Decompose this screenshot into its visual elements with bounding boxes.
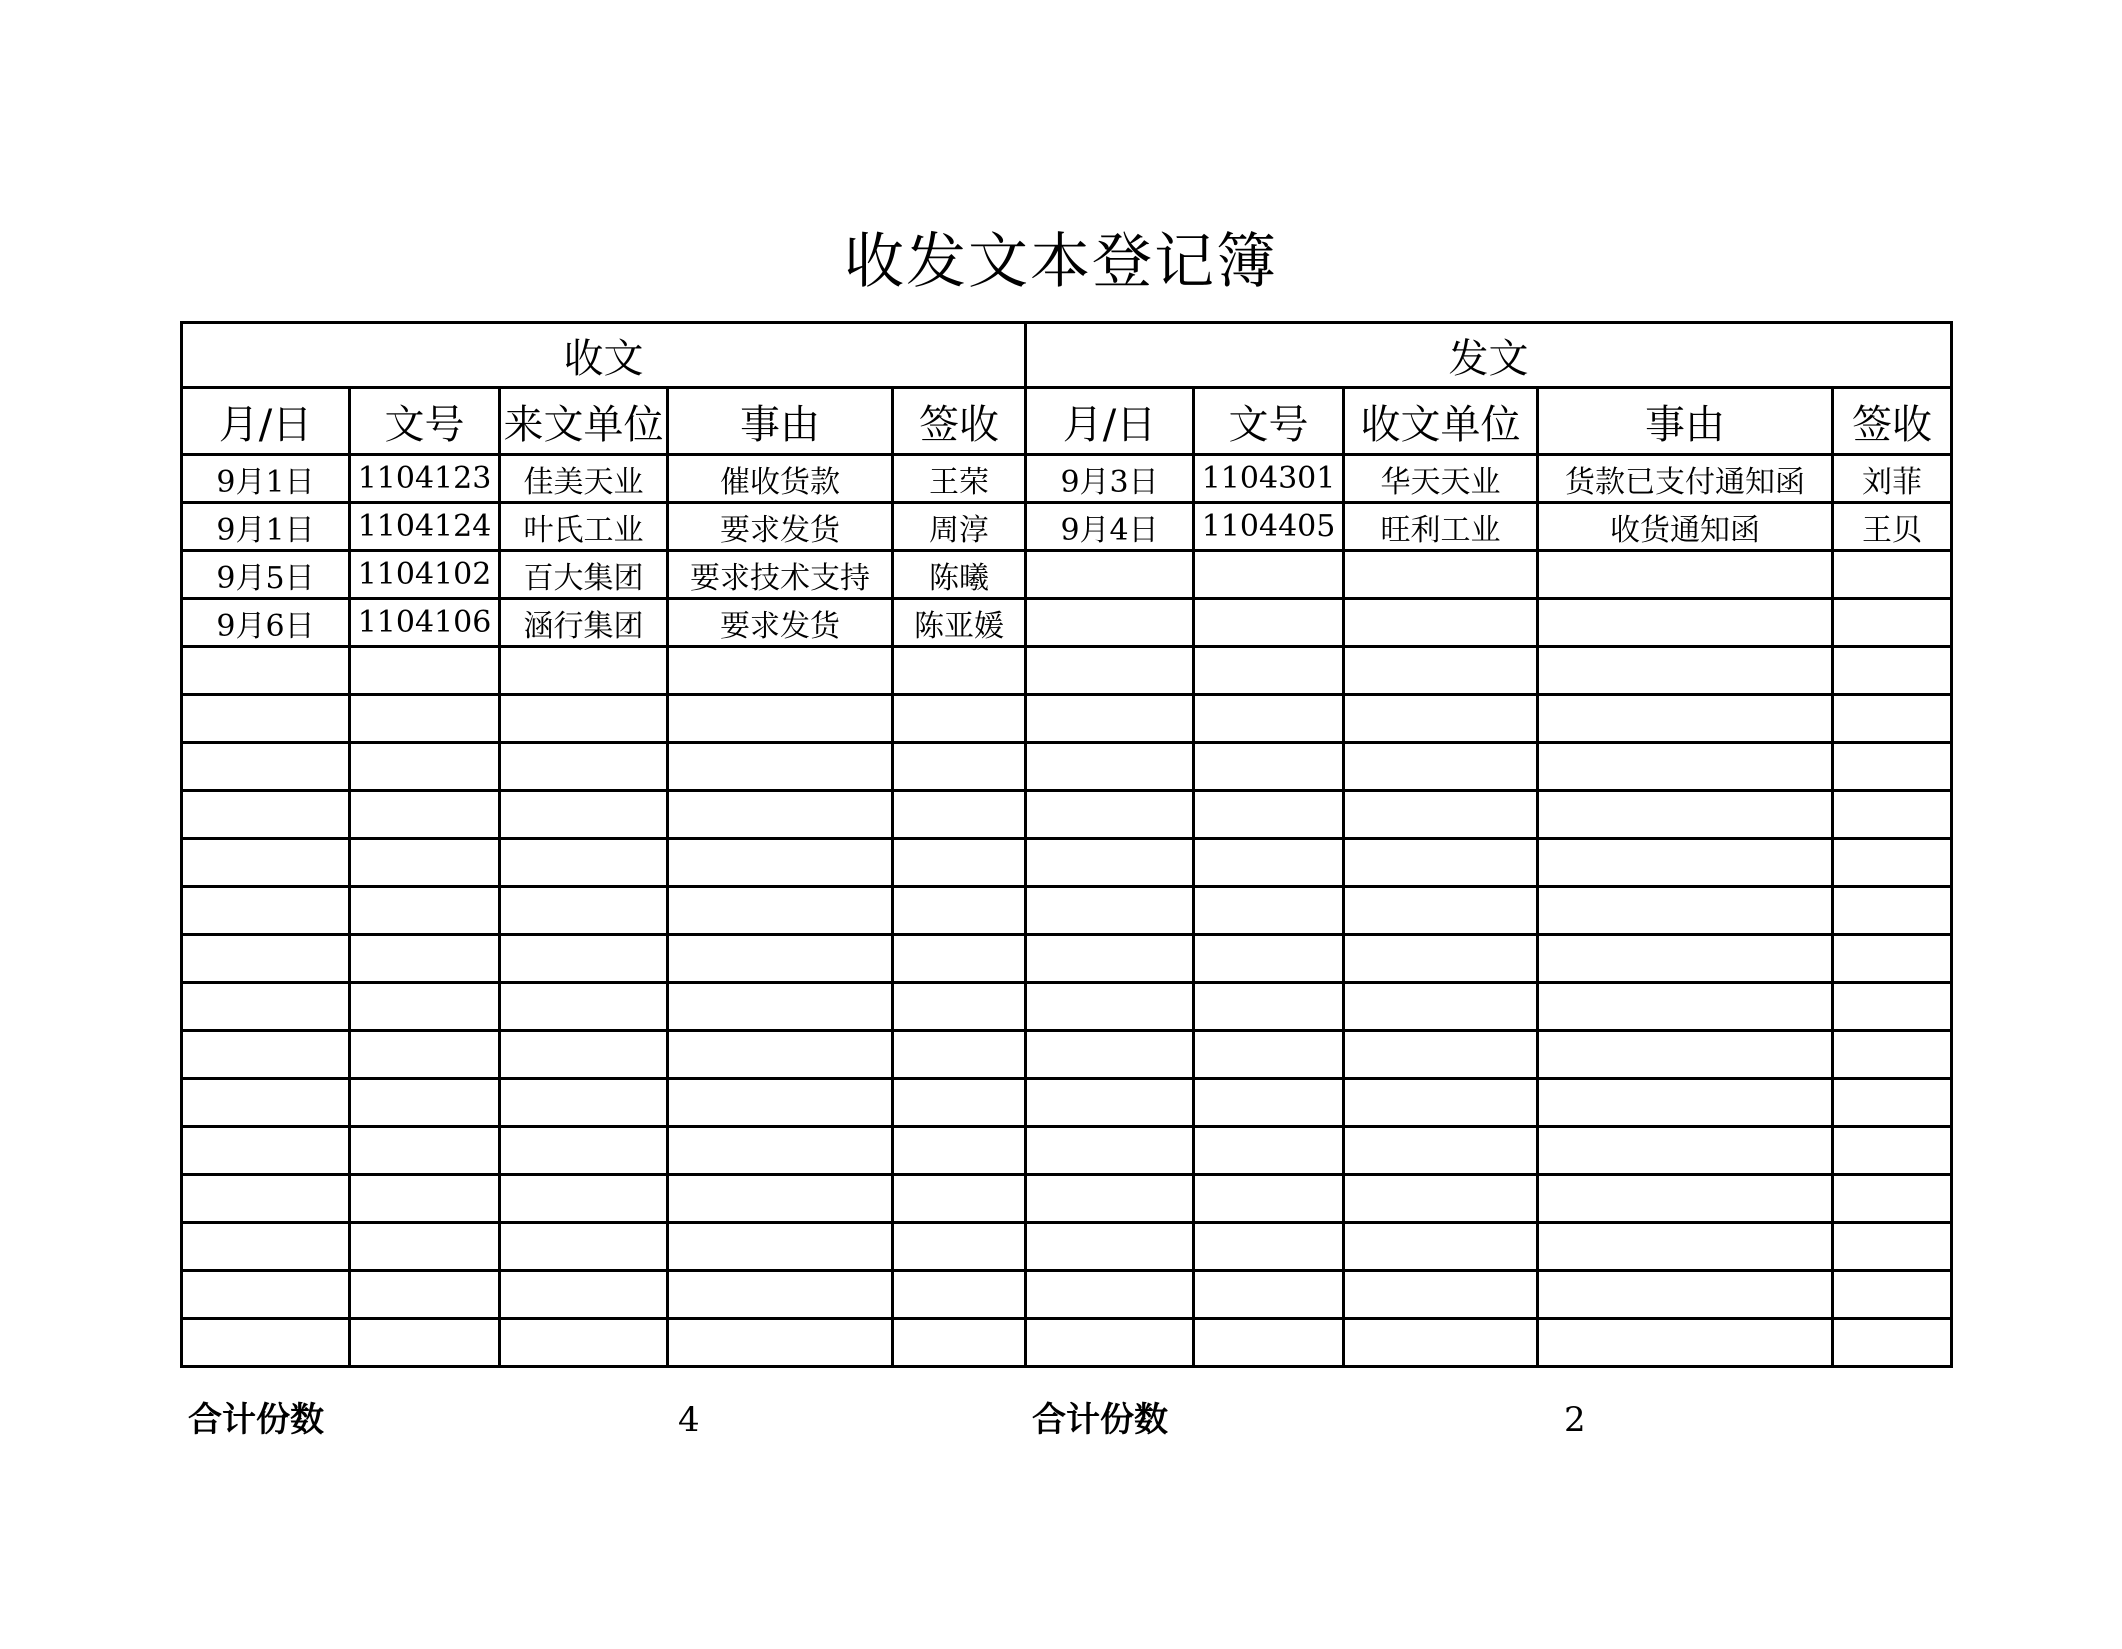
received-subject-cell: 要求技术支持 bbox=[668, 551, 893, 599]
sent-signed-cell bbox=[1833, 1223, 1952, 1271]
received-signed-cell bbox=[893, 1127, 1026, 1175]
sent-signed-cell bbox=[1833, 647, 1952, 695]
received-sender-cell bbox=[500, 935, 668, 983]
section-header-row bbox=[182, 323, 1952, 388]
received-docno-cell bbox=[350, 1175, 500, 1223]
sent-signed-header: 签收 bbox=[1833, 388, 1952, 455]
received-subject-cell: 要求发货 bbox=[668, 503, 893, 551]
sent-date-cell: 9月3日 bbox=[1026, 455, 1194, 503]
received-subject-cell bbox=[668, 983, 893, 1031]
sent-subject-cell: 收货通知函 bbox=[1538, 503, 1833, 551]
received-date-cell bbox=[182, 887, 350, 935]
table-row bbox=[182, 503, 1952, 551]
received-docno-cell: 1104102 bbox=[350, 551, 500, 599]
received-section-header: 收文 bbox=[182, 323, 1026, 388]
sent-recipient-cell bbox=[1344, 791, 1538, 839]
received-date-cell bbox=[182, 743, 350, 791]
sent-date-header: 月/日 bbox=[1026, 388, 1194, 455]
received-subject-cell bbox=[668, 1031, 893, 1079]
table-row bbox=[182, 1031, 1952, 1079]
sent-docno-cell bbox=[1194, 1079, 1344, 1127]
received-sender-cell bbox=[500, 1031, 668, 1079]
received-docno-cell bbox=[350, 1271, 500, 1319]
sent-total-count: 2 bbox=[1564, 1400, 1586, 1440]
sent-date-cell bbox=[1026, 1319, 1194, 1367]
sent-subject-cell bbox=[1538, 983, 1833, 1031]
sent-subject-cell bbox=[1538, 935, 1833, 983]
received-docno-header: 文号 bbox=[350, 388, 500, 455]
received-sender-cell bbox=[500, 647, 668, 695]
received-docno-cell bbox=[350, 1319, 500, 1367]
sent-docno-cell bbox=[1194, 1127, 1344, 1175]
sent-subject-cell bbox=[1538, 1175, 1833, 1223]
received-signed-cell: 陈亚媛 bbox=[893, 599, 1026, 647]
received-subject-cell bbox=[668, 1223, 893, 1271]
sent-recipient-cell bbox=[1344, 647, 1538, 695]
received-signed-cell bbox=[893, 983, 1026, 1031]
page-title: 收发文本登记簿 bbox=[844, 227, 1278, 297]
received-signed-cell: 王荣 bbox=[893, 455, 1026, 503]
sent-date-cell bbox=[1026, 791, 1194, 839]
sent-signed-cell bbox=[1833, 935, 1952, 983]
table-row bbox=[182, 551, 1952, 599]
received-date-cell bbox=[182, 1175, 350, 1223]
received-docno-cell bbox=[350, 1127, 500, 1175]
received-docno-cell: 1104124 bbox=[350, 503, 500, 551]
sent-signed-cell bbox=[1833, 551, 1952, 599]
received-subject-cell bbox=[668, 1079, 893, 1127]
received-sender-cell: 百大集团 bbox=[500, 551, 668, 599]
received-sender-cell bbox=[500, 1175, 668, 1223]
received-signed-cell bbox=[893, 743, 1026, 791]
sent-date-cell bbox=[1026, 887, 1194, 935]
sent-date-cell bbox=[1026, 695, 1194, 743]
sent-recipient-cell bbox=[1344, 1223, 1538, 1271]
received-signed-header: 签收 bbox=[893, 388, 1026, 455]
received-subject-cell bbox=[668, 695, 893, 743]
sent-subject-cell bbox=[1538, 743, 1833, 791]
received-subject-cell bbox=[668, 791, 893, 839]
received-signed-cell bbox=[893, 1079, 1026, 1127]
sent-docno-cell: 1104301 bbox=[1194, 455, 1344, 503]
received-docno-cell bbox=[350, 839, 500, 887]
sent-subject-cell bbox=[1538, 887, 1833, 935]
received-signed-cell bbox=[893, 1223, 1026, 1271]
sent-signed-cell bbox=[1833, 839, 1952, 887]
sent-recipient-cell: 华天天业 bbox=[1344, 455, 1538, 503]
sent-section-header: 发文 bbox=[1026, 323, 1952, 388]
table-row bbox=[182, 983, 1952, 1031]
received-docno-cell: 1104123 bbox=[350, 455, 500, 503]
sent-subject-cell bbox=[1538, 695, 1833, 743]
received-total-count: 4 bbox=[678, 1400, 700, 1440]
received-date-cell bbox=[182, 1127, 350, 1175]
sent-docno-cell bbox=[1194, 695, 1344, 743]
sent-signed-cell bbox=[1833, 1319, 1952, 1367]
received-sender-header: 来文单位 bbox=[500, 388, 668, 455]
table-row bbox=[182, 647, 1952, 695]
sent-recipient-cell bbox=[1344, 935, 1538, 983]
received-date-cell bbox=[182, 791, 350, 839]
sent-docno-cell bbox=[1194, 647, 1344, 695]
sent-recipient-cell bbox=[1344, 983, 1538, 1031]
sent-date-cell bbox=[1026, 599, 1194, 647]
sent-subject-cell bbox=[1538, 791, 1833, 839]
sent-date-cell bbox=[1026, 743, 1194, 791]
received-docno-cell bbox=[350, 791, 500, 839]
received-date-cell bbox=[182, 1031, 350, 1079]
received-signed-cell bbox=[893, 695, 1026, 743]
table-row bbox=[182, 839, 1952, 887]
table-row bbox=[182, 455, 1952, 503]
register-table bbox=[180, 321, 1953, 1368]
sent-signed-cell bbox=[1833, 1271, 1952, 1319]
received-date-cell bbox=[182, 1319, 350, 1367]
sent-docno-cell bbox=[1194, 887, 1344, 935]
table-row bbox=[182, 887, 1952, 935]
received-signed-cell bbox=[893, 1271, 1026, 1319]
sent-recipient-cell bbox=[1344, 887, 1538, 935]
received-sender-cell: 涵行集团 bbox=[500, 599, 668, 647]
received-signed-cell: 陈曦 bbox=[893, 551, 1026, 599]
sent-docno-cell bbox=[1194, 1271, 1344, 1319]
sent-docno-cell bbox=[1194, 983, 1344, 1031]
sent-subject-cell bbox=[1538, 1127, 1833, 1175]
sent-date-cell bbox=[1026, 647, 1194, 695]
received-subject-header: 事由 bbox=[668, 388, 893, 455]
sent-docno-cell bbox=[1194, 935, 1344, 983]
received-date-header: 月/日 bbox=[182, 388, 350, 455]
sent-signed-cell bbox=[1833, 1175, 1952, 1223]
received-subject-cell: 催收货款 bbox=[668, 455, 893, 503]
received-subject-cell bbox=[668, 743, 893, 791]
received-sender-cell bbox=[500, 1319, 668, 1367]
sent-signed-cell bbox=[1833, 887, 1952, 935]
sent-docno-cell bbox=[1194, 551, 1344, 599]
received-date-cell bbox=[182, 935, 350, 983]
received-signed-cell: 周淳 bbox=[893, 503, 1026, 551]
sent-recipient-header: 收文单位 bbox=[1344, 388, 1538, 455]
received-subject-cell: 要求发货 bbox=[668, 599, 893, 647]
table-row bbox=[182, 1079, 1952, 1127]
sent-date-cell bbox=[1026, 551, 1194, 599]
received-sender-cell bbox=[500, 887, 668, 935]
received-date-cell bbox=[182, 1271, 350, 1319]
sent-recipient-cell bbox=[1344, 1175, 1538, 1223]
received-docno-cell bbox=[350, 743, 500, 791]
received-signed-cell bbox=[893, 647, 1026, 695]
sent-signed-cell bbox=[1833, 743, 1952, 791]
sent-signed-cell bbox=[1833, 983, 1952, 1031]
received-docno-cell bbox=[350, 887, 500, 935]
received-date-cell: 9月1日 bbox=[182, 455, 350, 503]
received-docno-cell bbox=[350, 695, 500, 743]
received-date-cell bbox=[182, 1079, 350, 1127]
sent-recipient-cell bbox=[1344, 695, 1538, 743]
received-date-cell bbox=[182, 1223, 350, 1271]
sent-date-cell bbox=[1026, 935, 1194, 983]
sent-total-label: 合计份数 bbox=[1032, 1400, 1168, 1440]
sent-recipient-cell bbox=[1344, 743, 1538, 791]
sent-subject-cell bbox=[1538, 551, 1833, 599]
sent-recipient-cell bbox=[1344, 599, 1538, 647]
received-date-cell bbox=[182, 839, 350, 887]
sent-recipient-cell bbox=[1344, 551, 1538, 599]
sent-docno-cell bbox=[1194, 791, 1344, 839]
sent-recipient-cell bbox=[1344, 1271, 1538, 1319]
sent-docno-header: 文号 bbox=[1194, 388, 1344, 455]
received-signed-cell bbox=[893, 1319, 1026, 1367]
sent-docno-cell bbox=[1194, 599, 1344, 647]
received-subject-cell bbox=[668, 1175, 893, 1223]
sent-date-cell bbox=[1026, 1127, 1194, 1175]
received-date-cell bbox=[182, 983, 350, 1031]
received-date-cell bbox=[182, 695, 350, 743]
received-signed-cell bbox=[893, 935, 1026, 983]
sent-recipient-cell: 旺利工业 bbox=[1344, 503, 1538, 551]
received-sender-cell bbox=[500, 1127, 668, 1175]
sent-subject-cell bbox=[1538, 1223, 1833, 1271]
sent-docno-cell bbox=[1194, 1175, 1344, 1223]
received-date-cell: 9月1日 bbox=[182, 503, 350, 551]
received-signed-cell bbox=[893, 791, 1026, 839]
received-docno-cell bbox=[350, 935, 500, 983]
received-subject-cell bbox=[668, 1127, 893, 1175]
received-signed-cell bbox=[893, 839, 1026, 887]
received-sender-cell: 叶氏工业 bbox=[500, 503, 668, 551]
received-date-cell: 9月6日 bbox=[182, 599, 350, 647]
sent-date-cell bbox=[1026, 1271, 1194, 1319]
received-subject-cell bbox=[668, 1271, 893, 1319]
sent-docno-cell bbox=[1194, 839, 1344, 887]
received-total-label: 合计份数 bbox=[188, 1400, 324, 1440]
sent-signed-cell: 王贝 bbox=[1833, 503, 1952, 551]
table-row bbox=[182, 1127, 1952, 1175]
received-docno-cell bbox=[350, 1079, 500, 1127]
sent-subject-cell bbox=[1538, 647, 1833, 695]
sent-subject-cell bbox=[1538, 1319, 1833, 1367]
sent-signed-cell: 刘菲 bbox=[1833, 455, 1952, 503]
received-sender-cell bbox=[500, 695, 668, 743]
sent-recipient-cell bbox=[1344, 1031, 1538, 1079]
received-sender-cell bbox=[500, 839, 668, 887]
received-sender-cell bbox=[500, 743, 668, 791]
received-subject-cell bbox=[668, 839, 893, 887]
sent-signed-cell bbox=[1833, 1031, 1952, 1079]
received-docno-cell: 1104106 bbox=[350, 599, 500, 647]
sent-date-cell bbox=[1026, 1079, 1194, 1127]
sent-date-cell: 9月4日 bbox=[1026, 503, 1194, 551]
sent-recipient-cell bbox=[1344, 1079, 1538, 1127]
received-docno-cell bbox=[350, 983, 500, 1031]
sent-recipient-cell bbox=[1344, 1319, 1538, 1367]
received-sender-cell bbox=[500, 791, 668, 839]
sent-signed-cell bbox=[1833, 791, 1952, 839]
received-docno-cell bbox=[350, 1031, 500, 1079]
received-signed-cell bbox=[893, 1175, 1026, 1223]
received-date-cell: 9月5日 bbox=[182, 551, 350, 599]
received-subject-cell bbox=[668, 647, 893, 695]
table-row bbox=[182, 1271, 1952, 1319]
register-body bbox=[182, 455, 1952, 1367]
received-sender-cell bbox=[500, 1271, 668, 1319]
received-totals bbox=[188, 1395, 1048, 1445]
received-docno-cell bbox=[350, 1223, 500, 1271]
received-subject-cell bbox=[668, 887, 893, 935]
sent-docno-cell bbox=[1194, 743, 1344, 791]
table-row bbox=[182, 791, 1952, 839]
sent-docno-cell bbox=[1194, 1031, 1344, 1079]
received-docno-cell bbox=[350, 647, 500, 695]
sent-subject-cell: 货款已支付通知函 bbox=[1538, 455, 1833, 503]
table-row bbox=[182, 743, 1952, 791]
sent-totals bbox=[1032, 1395, 1932, 1445]
received-sender-cell: 佳美天业 bbox=[500, 455, 668, 503]
sent-subject-cell bbox=[1538, 1031, 1833, 1079]
table-row bbox=[182, 695, 1952, 743]
sent-recipient-cell bbox=[1344, 1127, 1538, 1175]
sent-signed-cell bbox=[1833, 599, 1952, 647]
table-row bbox=[182, 599, 1952, 647]
table-row bbox=[182, 1319, 1952, 1367]
column-header-row bbox=[182, 388, 1952, 455]
sent-subject-header: 事由 bbox=[1538, 388, 1833, 455]
received-subject-cell bbox=[668, 1319, 893, 1367]
sent-subject-cell bbox=[1538, 1271, 1833, 1319]
sent-docno-cell bbox=[1194, 1223, 1344, 1271]
sent-date-cell bbox=[1026, 1223, 1194, 1271]
received-sender-cell bbox=[500, 1079, 668, 1127]
sent-date-cell bbox=[1026, 839, 1194, 887]
sent-signed-cell bbox=[1833, 1127, 1952, 1175]
received-sender-cell bbox=[500, 983, 668, 1031]
received-sender-cell bbox=[500, 1223, 668, 1271]
sent-signed-cell bbox=[1833, 1079, 1952, 1127]
sent-subject-cell bbox=[1538, 839, 1833, 887]
sent-subject-cell bbox=[1538, 599, 1833, 647]
sent-subject-cell bbox=[1538, 1079, 1833, 1127]
received-signed-cell bbox=[893, 887, 1026, 935]
received-signed-cell bbox=[893, 1031, 1026, 1079]
received-subject-cell bbox=[668, 935, 893, 983]
sent-date-cell bbox=[1026, 1031, 1194, 1079]
received-date-cell bbox=[182, 647, 350, 695]
sent-docno-cell: 1104405 bbox=[1194, 503, 1344, 551]
table-row bbox=[182, 1175, 1952, 1223]
sent-signed-cell bbox=[1833, 695, 1952, 743]
sent-date-cell bbox=[1026, 983, 1194, 1031]
sent-docno-cell bbox=[1194, 1319, 1344, 1367]
table-row bbox=[182, 935, 1952, 983]
sent-date-cell bbox=[1026, 1175, 1194, 1223]
sent-recipient-cell bbox=[1344, 839, 1538, 887]
table-row bbox=[182, 1223, 1952, 1271]
